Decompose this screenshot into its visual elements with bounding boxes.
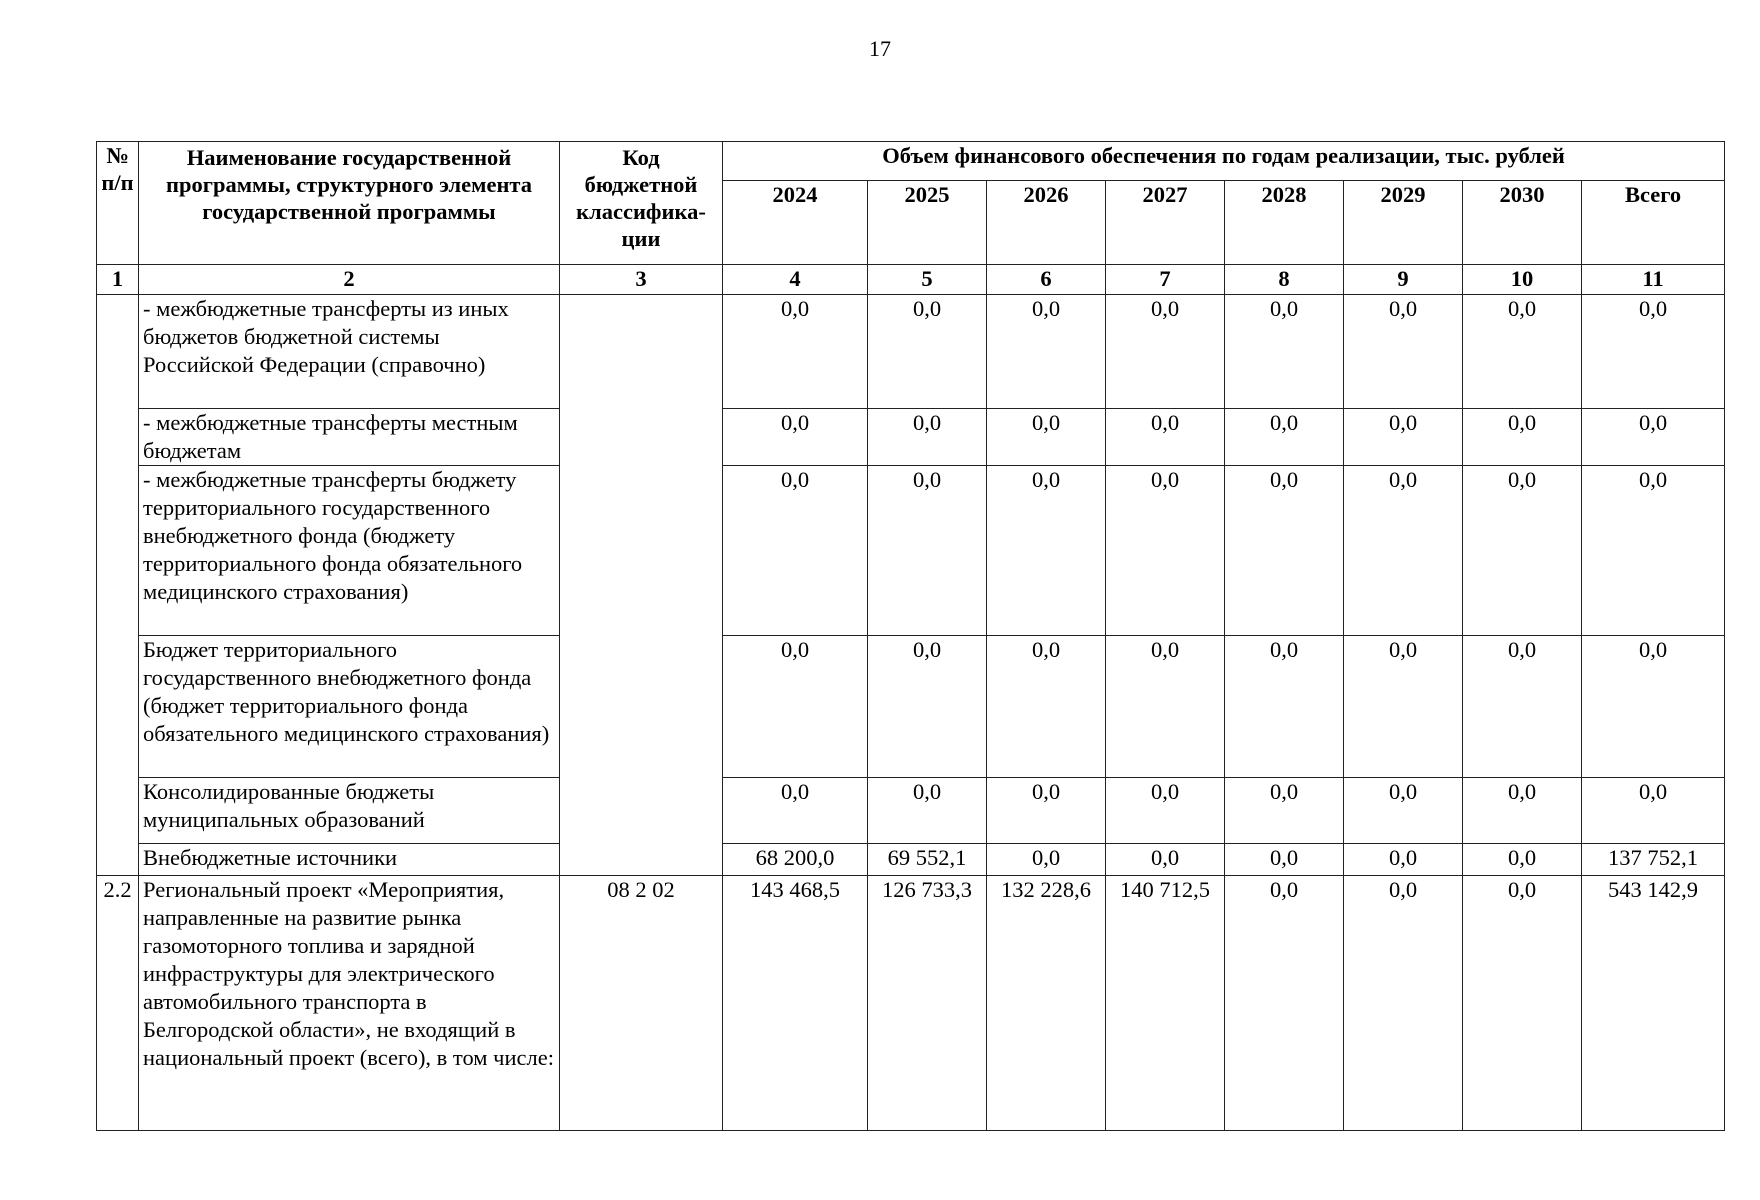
column-index: 4 [723, 265, 868, 295]
column-index: 1 [97, 265, 139, 295]
value-cell: 0,0 [1344, 778, 1463, 844]
value-cell: 132 228,6 [987, 876, 1106, 1131]
value-cell: 0,0 [868, 778, 987, 844]
value-cell: 0,0 [1106, 295, 1225, 409]
value-cell: 0,0 [1344, 409, 1463, 466]
value-cell: 0,0 [868, 409, 987, 466]
value-cell: 0,0 [987, 636, 1106, 778]
header-year: 2024 [723, 181, 868, 265]
value-cell: 0,0 [1463, 876, 1582, 1131]
value-cell: 143 468,5 [723, 876, 868, 1131]
value-cell: 69 552,1 [868, 844, 987, 876]
value-cell: 0,0 [1106, 466, 1225, 636]
value-cell: 0,0 [1463, 409, 1582, 466]
row-name: - межбюджетные трансферты местным бюджетам [139, 409, 560, 466]
value-cell: 0,0 [1106, 409, 1225, 466]
value-cell: 0,0 [1106, 636, 1225, 778]
value-cell: 0,0 [868, 295, 987, 409]
column-index: 3 [560, 265, 723, 295]
financing-table [96, 141, 1725, 1131]
value-cell: 0,0 [1344, 636, 1463, 778]
value-cell: 0,0 [1463, 778, 1582, 844]
table-row [97, 844, 1725, 876]
value-cell: 0,0 [723, 778, 868, 844]
total-cell: 0,0 [1582, 778, 1725, 844]
value-cell: 0,0 [1106, 844, 1225, 876]
value-cell: 0,0 [723, 636, 868, 778]
header-year: 2027 [1106, 181, 1225, 265]
total-cell: 0,0 [1582, 295, 1725, 409]
table-row [97, 409, 1725, 466]
header-num: № п/п [97, 142, 139, 265]
value-cell: 0,0 [723, 466, 868, 636]
value-cell: 0,0 [1463, 844, 1582, 876]
value-cell: 0,0 [1225, 466, 1344, 636]
table-row [97, 636, 1725, 778]
value-cell: 0,0 [1344, 466, 1463, 636]
value-cell: 0,0 [1463, 295, 1582, 409]
value-cell: 0,0 [1225, 778, 1344, 844]
value-cell: 0,0 [1225, 409, 1344, 466]
column-index: 5 [868, 265, 987, 295]
table-row [97, 778, 1725, 844]
value-cell: 0,0 [1344, 844, 1463, 876]
value-cell: 0,0 [1106, 778, 1225, 844]
column-index: 7 [1106, 265, 1225, 295]
value-cell: 0,0 [723, 295, 868, 409]
row-name: Региональный проект «Мероприятия, направленные на развитие рынка газомоторного топлива и зарядной инфраструктуры для электрического автомобильного транспорта в Белгородской области», не входящий в национальный проект (всего), в том числе: [139, 876, 560, 1131]
total-cell: 0,0 [1582, 636, 1725, 778]
value-cell: 0,0 [868, 636, 987, 778]
column-index: 8 [1225, 265, 1344, 295]
row-name: Бюджет территориального государственного внебюджетного фонда (бюджет территориального фонда обязательного медицинского страхования) [139, 636, 560, 778]
value-cell: 0,0 [1463, 466, 1582, 636]
header-year: 2025 [868, 181, 987, 265]
header-total: Всего [1582, 181, 1725, 265]
header-volume: Объем финансового обеспечения по годам реализации, тыс. рублей [723, 142, 1725, 181]
header-year: 2029 [1344, 181, 1463, 265]
value-cell: 0,0 [987, 844, 1106, 876]
column-index: 6 [987, 265, 1106, 295]
value-cell: 0,0 [1225, 636, 1344, 778]
table-row [97, 466, 1725, 636]
row-number [97, 295, 139, 876]
header-year: 2026 [987, 181, 1106, 265]
row-name: - межбюджетные трансферты из иных бюджетов бюджетной системы Российской Федерации (справочно) [139, 295, 560, 409]
value-cell: 0,0 [987, 778, 1106, 844]
column-index: 2 [139, 265, 560, 295]
value-cell: 0,0 [1344, 876, 1463, 1131]
header-year: 2030 [1463, 181, 1582, 265]
value-cell: 0,0 [1225, 876, 1344, 1131]
page-number: 17 [869, 36, 891, 61]
table-row [97, 876, 1725, 1131]
total-cell: 0,0 [1582, 409, 1725, 466]
row-name: Консолидированные бюджеты муниципальных образований [139, 778, 560, 844]
value-cell: 0,0 [1344, 295, 1463, 409]
header-name: Наименование государственной программы, структурного элемента государственной программы [139, 142, 560, 265]
total-cell: 0,0 [1582, 466, 1725, 636]
value-cell: 0,0 [1463, 636, 1582, 778]
table-row [97, 295, 1725, 409]
column-index: 10 [1463, 265, 1582, 295]
row-name: Внебюджетные источники [139, 844, 560, 876]
row-number: 2.2 [97, 876, 139, 1131]
value-cell: 0,0 [987, 295, 1106, 409]
total-cell: 543 142,9 [1582, 876, 1725, 1131]
value-cell: 0,0 [723, 409, 868, 466]
column-index: 11 [1582, 265, 1725, 295]
value-cell: 140 712,5 [1106, 876, 1225, 1131]
header-code: Код бюджетной классифика-ции [560, 142, 723, 265]
total-cell: 137 752,1 [1582, 844, 1725, 876]
value-cell: 126 733,3 [868, 876, 987, 1131]
row-code [560, 295, 723, 876]
value-cell: 0,0 [1225, 844, 1344, 876]
value-cell: 0,0 [868, 466, 987, 636]
row-name: - межбюджетные трансферты бюджету территориального государственного внебюджетного фонда (бюджету территориального фонда обязательного медицинского страхования) [139, 466, 560, 636]
header-year: 2028 [1225, 181, 1344, 265]
row-code: 08 2 02 [560, 876, 723, 1131]
value-cell: 0,0 [987, 409, 1106, 466]
value-cell: 68 200,0 [723, 844, 868, 876]
column-index: 9 [1344, 265, 1463, 295]
value-cell: 0,0 [987, 466, 1106, 636]
value-cell: 0,0 [1225, 295, 1344, 409]
